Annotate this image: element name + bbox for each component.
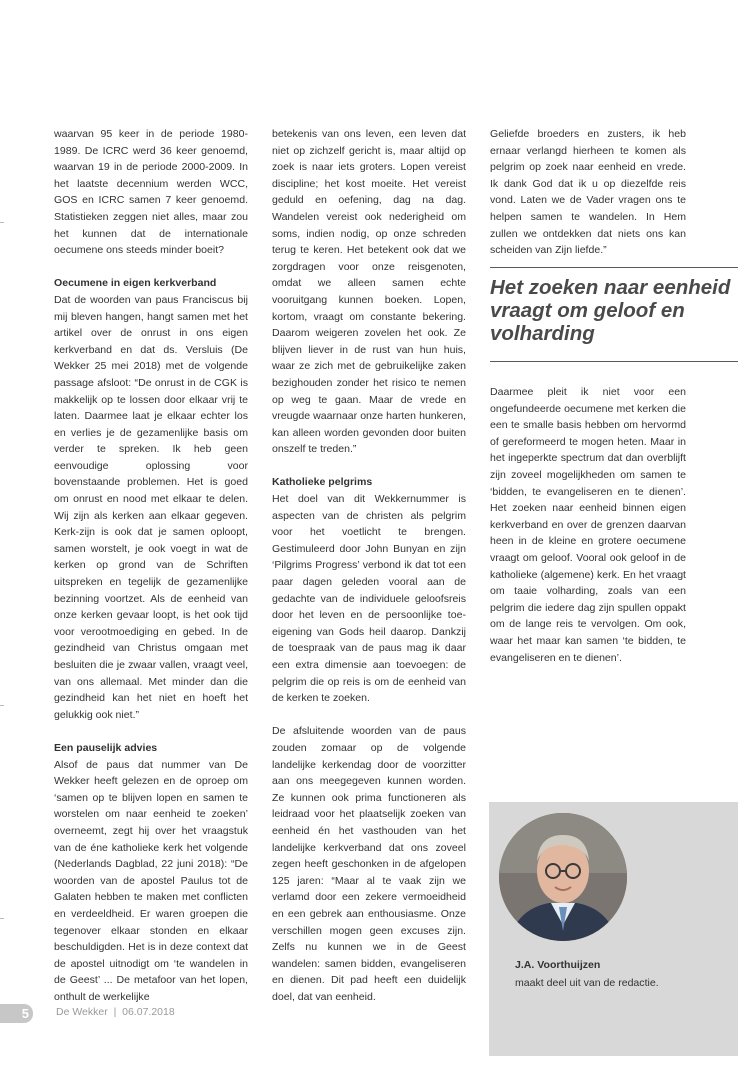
- author-name: J.A. Voorthuijzen: [515, 959, 601, 971]
- article-column-1: [54, 126, 248, 1005]
- article-paragraph: Het doel van dit Wekkernummer is aspecten van de christen als pelgrim voor het voetlicht te brengen. Gestimuleerd door John Bunyan en zijn ‘Pilgrims Progress’ verbond ik dat tot een paar dagen geleden vooral aan de gedachte van de individuele geloofsreis door het leven en de persoonlijke toe-eigening van Gods heil daarop. Dankzij de toespraak van de paus mag ik daar een extra dimensie aan toevoegen: de pelgrim die op reis is om de eenheid van de kerken te zoeken.: [272, 493, 466, 705]
- article-paragraph: De afsluitende woorden van de paus zouden zomaar op de volgende landelijke kerkendag door de voorzitter aan ons meegegeven kunnen worden. Ze kunnen ook prima functioneren als leidraad voor het plaatselijk zoeken van eenheid én het vasthouden van het landelijke kerkverband dat ons zoveel zegen heeft geschonken in de afgelopen 125 jaren: “Maar al te vaak zijn we verlamd door een zekere vermoeidheid en een gebrek aan enthousiasme. Onze verschillen mogen geen excuses zijn. Zelfs nu kunnen we in de Geest wandelen: samen bidden, evangeliseren en dienen. Dit pad heeft een duidelijk doel, dat van eenheid.: [272, 725, 466, 1003]
- article-paragraph: betekenis van ons leven, een leven dat niet op zichzelf gericht is, maar altijd op zoek is naar iets groters. Lopen vereist discipline; het kost moeite. Het vereist geduld en oefening, dag na dag. Wandelen vereist ook nederigheid om soms, indien nodig, op onze schreden terug te keren. Het betekent ook dat we zorgdragen voor onze reisgenoten, omdat we alleen samen echte vooruitgang kunnen boeken. Lopen, kortom, vraagt om constante bekering. Daarom weigeren zovelen het ook. Ze blijven liever in de rust van hun huis, waar ze zich met de gebruikelijke zaken bezighouden zonder het risico te nemen op weg te gaan. Maar de vrede en vreugde waarnaar onze harten hunkeren, kan alleen worden gevonden door buiten onszelf te treden.”: [272, 128, 466, 456]
- article-paragraph: Daarmee pleit ik niet voor een ongefundeerde oecumene met kerken die een te smalle basis hebben om hervormd of gereformeerd te mogen heten. Maar in het ingeperkte spectrum dat dan overblijft zijn zoveel mogelijkheden om samen te ‘bidden, te evangeliseren en te dienen’. Het zoeken naar eenheid binnen eigen kerkverband en over de grenzen daarvan heen in de kleine en grotere oecumene vraagt om geloof. Vooral ook geloof in de katholieke (algemene) kerk. En het vraagt om taaie volharding, zoals van een pelgrim die iedere dag zijn spullen oppakt om de lange reis te vervolgen. Om ook, waar het maar kan samen ‘te bidden, te evangeliseren en te dienen’.: [490, 386, 686, 664]
- section-heading: Oecumene in eigen kerkverband: [54, 277, 217, 290]
- article-paragraph: Dat de woorden van paus Franciscus bij mij bleven hangen, hangt samen met het artikel over de onrust in ons eigen kerkverband en dat ds. Versluis (De Wekker 25 mei 2018) met de volgende passage afsloot: “De onrust in de CGK is makkelijk op te lossen door elkaar vrij te laten. Daarmee laat je elkaar echter los en verlies je de gezamenlijke basis om verder te spreken. Ik heb geen eenvoudige oplossing voor bovenstaande problemen. Het is goed om onrust en nood met elkaar te delen. Wij zijn als kerken aan elkaar gegeven. Kerk-zijn is ook dat je samen oploopt, samen worstelt, je ook voegt in wat de kerken op grond van de Schriften uitspreken en tegelijk de gezamenlijke bezinning voortzet. Als de eenheid van onze kerken gevaar loopt, is het ook tijd voor verootmoediging en gebed. In de gezindheid van Christus omgaan met besluiten die je zwaar vallen, vraagt veel, van ons allemaal. Met minder dan die gezindheid kan het niet en hoeft het gelukkig ook niet.”: [54, 293, 248, 721]
- section-heading: Een pauselijk advies: [54, 741, 158, 754]
- author-photo: [499, 813, 627, 941]
- margin-mark: [0, 918, 4, 919]
- section-heading: Katholieke pelgrims: [272, 476, 373, 489]
- author-portrait-icon: [499, 813, 627, 941]
- pull-quote-text: Het zoeken naar eenheid vraagt om geloof en volharding: [490, 276, 731, 345]
- author-role: maakt deel uit van de redactie.: [515, 977, 659, 989]
- margin-mark: [0, 222, 4, 223]
- article-paragraph: Alsof de paus dat nummer van De Wekker heeft gelezen en de oproep om ‘samen op te blijven lopen en samen te worstelen om naar eenheid te zoeken’ overneemt, zegt hij over het vraagstuk van de éne katholieke kerk het volgende (Nederlands Dagblad, 22 juni 2018): “De woorden van de apostel Paulus tot de Galaten hebben te maken met conflicten en verdeeldheid. Er waren groepen die tegenover elkaar stonden en elkaar beschuldigden. Het is in deze context dat de apostel uitnodigt om ‘te wandelen in de Geest’ ... De metafoor van het lopen, onthult de werkelijke: [54, 758, 248, 1003]
- article-column-3-continued: [490, 384, 686, 666]
- article-paragraph: Geliefde broeders en zusters, ik heb ernaar verlangd hierheen te komen als pelgrim op zoek naar eenheid en vrede. Ik dank God dat ik u op diezelfde reis vond. Laten we de Vader vragen ons te helpen samen te wandelen. In Hem zullen we ontdekken dat niets ons kan scheiden van Zijn liefde.”: [490, 128, 686, 257]
- footer-publication: De Wekker | 06.07.2018: [56, 1006, 175, 1018]
- article-paragraph: waarvan 95 keer in de periode 1980-1989. De ICRC werd 36 keer genoemd, waarvan 19 in de periode 2000-2009. In het laatste decennium werden WCC, GOS en ICRC samen 7 keer genoemd. Statistieken zeggen niet alles, maar zou het kunnen dat de internationale oecumene ons steeds minder boeit?: [54, 128, 248, 257]
- article-column-3: [490, 126, 686, 259]
- article-column-2: [272, 126, 466, 1005]
- margin-mark: [0, 705, 4, 706]
- page-number: 5: [0, 1004, 33, 1023]
- pull-quote: [490, 267, 738, 362]
